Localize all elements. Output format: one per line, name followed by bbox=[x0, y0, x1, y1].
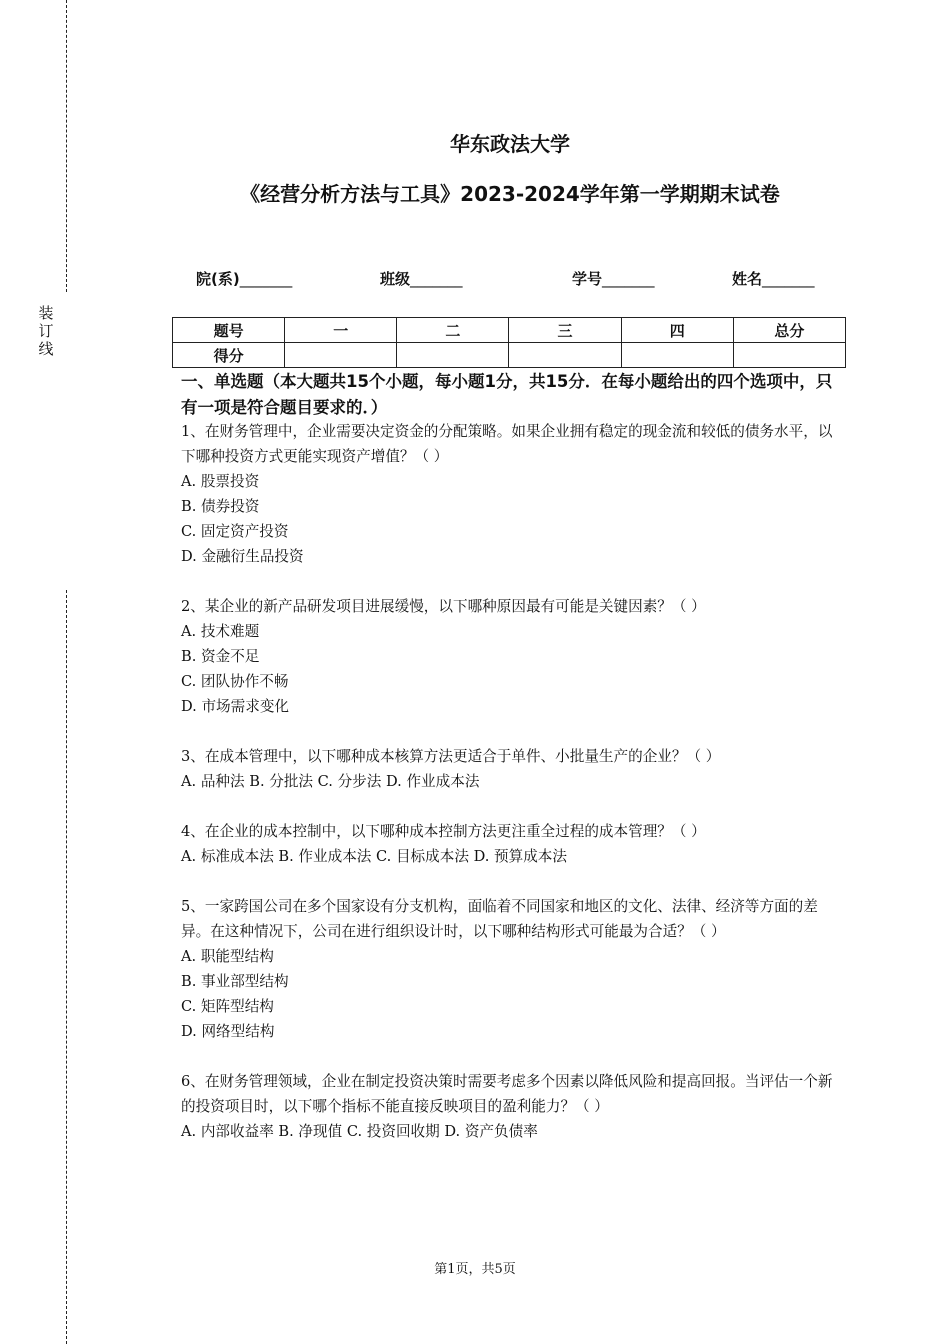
field-blank: _______ bbox=[602, 270, 655, 288]
field-blank: _______ bbox=[762, 270, 815, 288]
field-label: 院(系) bbox=[196, 270, 240, 288]
field-student-id bbox=[572, 268, 655, 289]
binding-dashed-line-bottom bbox=[66, 590, 67, 1344]
score-header-cell: 总分 bbox=[733, 318, 845, 343]
field-label: 姓名 bbox=[732, 270, 763, 288]
page-footer: 第1页，共5页 bbox=[434, 1262, 516, 1277]
score-cell bbox=[285, 343, 397, 368]
field-department bbox=[196, 268, 292, 289]
question-option: C. 团队协作不畅 bbox=[181, 673, 289, 690]
question-option: D. 市场需求变化 bbox=[181, 698, 290, 715]
question-option: B. 债券投资 bbox=[181, 498, 260, 515]
field-name bbox=[732, 268, 815, 289]
question-text: 5、一家跨国公司在多个国家设有分支机构，面临着不同国家和地区的文化、法律、经济等方面的差异。在这种情况下，公司在进行组织设计时，以下哪种结构形式可能最为合适？（ ） bbox=[181, 898, 818, 940]
question-text: 1、在财务管理中，企业需要决定资金的分配策略。如果企业拥有稳定的现金流和较低的债务水平，以下哪种投资方式更能实现资产增值？（ ） bbox=[181, 423, 833, 465]
question-option: A. 标准成本法 B. 作业成本法 C. 目标成本法 D. 预算成本法 bbox=[181, 848, 567, 865]
score-table-header-row bbox=[173, 318, 846, 343]
question-option: D. 金融衍生品投资 bbox=[181, 548, 304, 565]
score-cell bbox=[621, 343, 733, 368]
question-text: 4、在企业的成本控制中，以下哪种成本控制方法更注重全过程的成本管理？（ ） bbox=[181, 823, 706, 840]
field-label: 班级 bbox=[380, 270, 411, 288]
question-option: A. 技术难题 bbox=[181, 623, 260, 640]
question-option: C. 矩阵型结构 bbox=[181, 998, 274, 1015]
school-name: 华东政法大学 bbox=[450, 132, 570, 156]
question-option: A. 股票投资 bbox=[181, 473, 260, 490]
score-row-label: 得分 bbox=[173, 343, 285, 368]
question-option: B. 事业部型结构 bbox=[181, 973, 289, 990]
score-cell bbox=[733, 343, 845, 368]
score-header-cell: 一 bbox=[285, 318, 397, 343]
field-class bbox=[380, 268, 463, 289]
question-option: C. 固定资产投资 bbox=[181, 523, 289, 540]
question-text: 3、在成本管理中，以下哪种成本核算方法更适合于单件、小批量生产的企业？（ ） bbox=[181, 748, 721, 765]
binding-char: 订 bbox=[38, 322, 54, 340]
score-header-cell: 题号 bbox=[173, 318, 285, 343]
question-option: D. 网络型结构 bbox=[181, 1023, 275, 1040]
score-cell bbox=[397, 343, 509, 368]
question-option: A. 品种法 B. 分批法 C. 分步法 D. 作业成本法 bbox=[181, 773, 480, 790]
binding-label bbox=[38, 304, 54, 358]
exam-title: 《经营分析方法与工具》2023-2024学年第一学期期末试卷 bbox=[240, 182, 780, 206]
score-header-cell: 三 bbox=[509, 318, 621, 343]
section-title: 一、单选题（本大题共15个小题，每小题1分，共15分．在每小题给出的四个选项中，只有一项是符合题目要求的．） bbox=[181, 372, 833, 417]
question-text: 6、在财务管理领域，企业在制定投资决策时需要考虑多个因素以降低风险和提高回报。当评估一个新的投资项目时，以下哪个指标不能直接反映项目的盈利能力？（ ） bbox=[181, 1073, 833, 1115]
question-option: B. 资金不足 bbox=[181, 648, 260, 665]
binding-dashed-line-top bbox=[66, 0, 67, 292]
score-cell bbox=[509, 343, 621, 368]
binding-char: 装 bbox=[38, 304, 54, 322]
field-label: 学号 bbox=[572, 270, 603, 288]
score-header-cell: 四 bbox=[621, 318, 733, 343]
score-table bbox=[172, 317, 846, 368]
binding-char: 线 bbox=[38, 340, 54, 358]
field-blank: _______ bbox=[239, 270, 293, 288]
field-blank: _______ bbox=[410, 270, 463, 288]
question-list bbox=[181, 419, 841, 1144]
score-table-score-row bbox=[173, 343, 846, 368]
score-header-cell: 二 bbox=[397, 318, 509, 343]
question-text: 2、某企业的新产品研发项目进展缓慢，以下哪种原因最有可能是关键因素？（ ） bbox=[181, 598, 706, 615]
question-option: A. 职能型结构 bbox=[181, 948, 274, 965]
question-option: A. 内部收益率 B. 净现值 C. 投资回收期 D. 资产负债率 bbox=[181, 1123, 538, 1140]
